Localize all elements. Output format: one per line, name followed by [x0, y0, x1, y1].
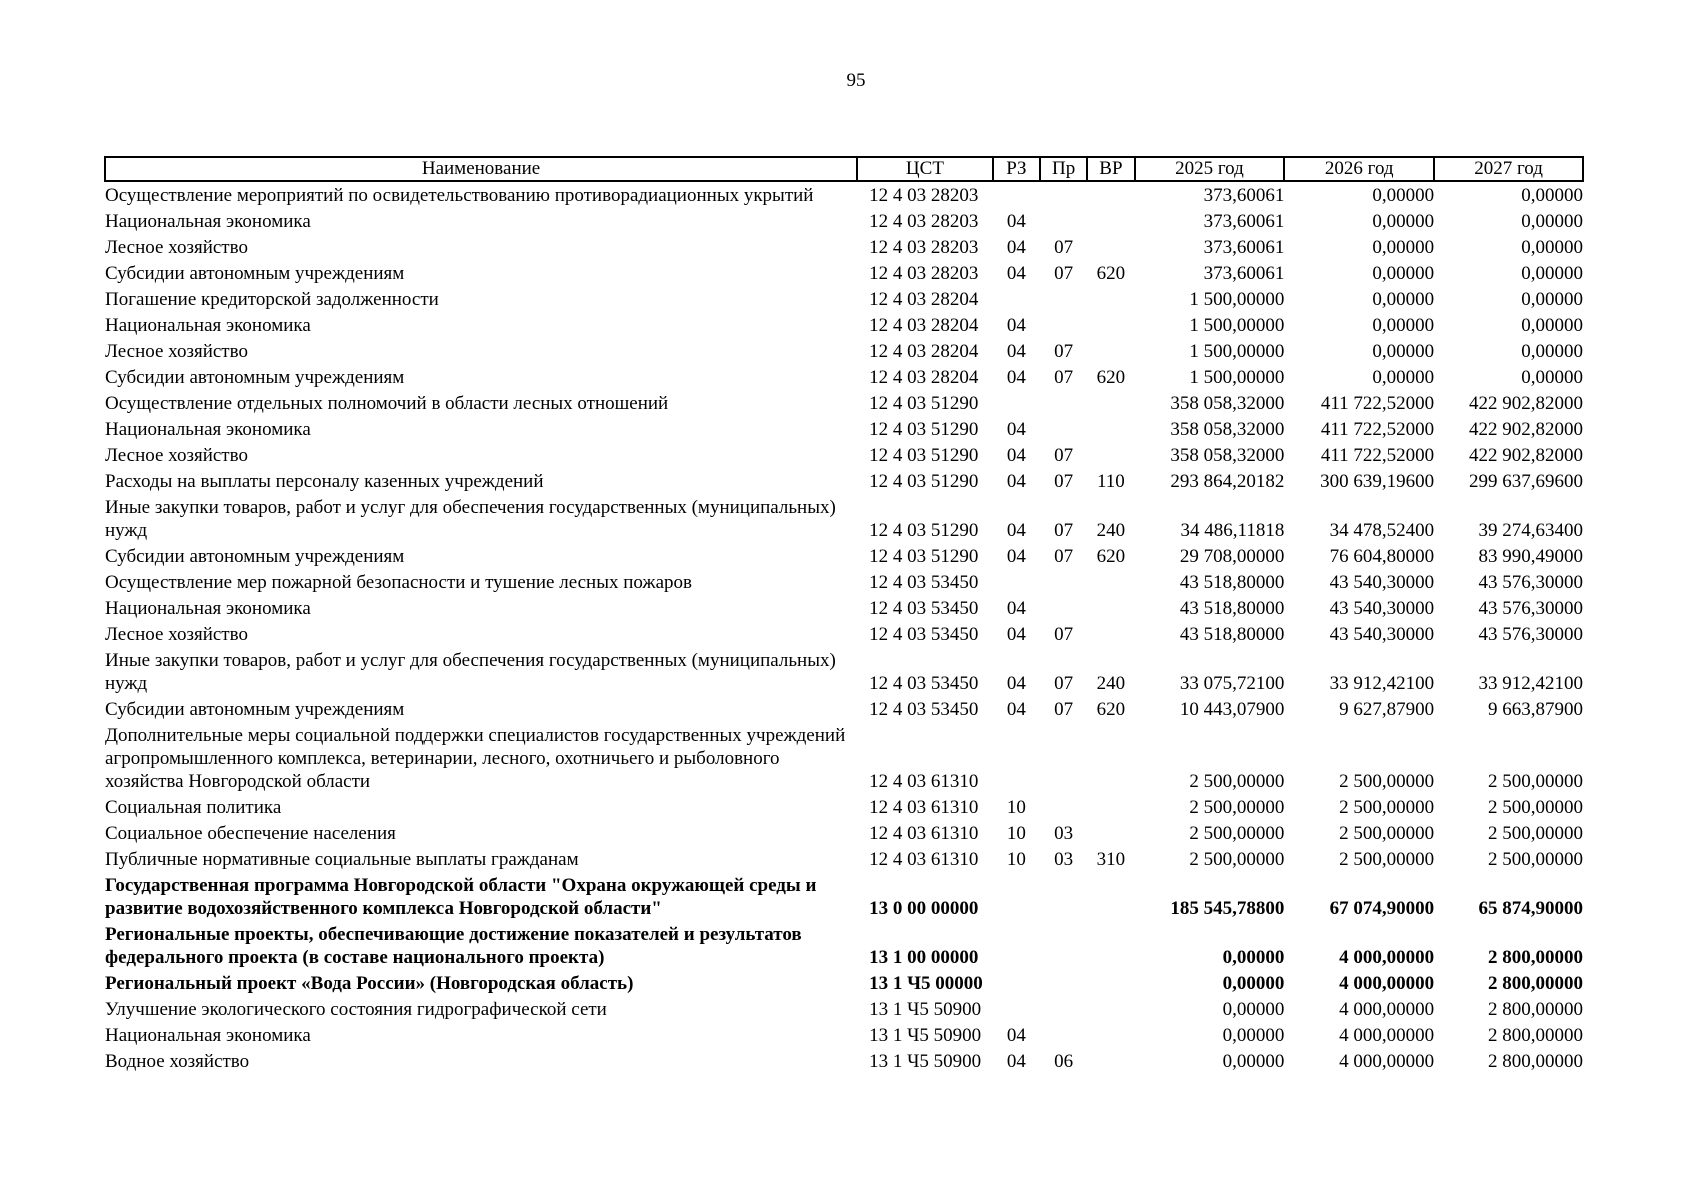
table-row: [105, 234, 1583, 260]
row-rz-code: 10: [1006, 797, 1026, 818]
row-amount-2026: 4 000,00000: [1339, 999, 1435, 1020]
row-vr-code: [1087, 208, 1134, 234]
row-amount-2025: 43 518,80000: [1179, 598, 1285, 619]
row-amount-2025: 2 500,00000: [1189, 823, 1285, 844]
row-amount-2026: 2 500,00000: [1339, 771, 1435, 792]
row-rz-code: 04: [1006, 624, 1026, 645]
row-vr-code: [1087, 390, 1134, 416]
row-amount-2026: 411 722,52000: [1320, 419, 1435, 440]
row-cst-code: 13 1 Ч5 50900: [869, 1025, 982, 1046]
row-amount-2025: 0,00000: [1222, 999, 1285, 1020]
row-cst-code: 13 0 00 00000: [869, 898, 979, 919]
row-name: Осуществление отдельных полномочий в области лесных отношений: [105, 393, 669, 414]
row-amount-2025: 1 500,00000: [1189, 341, 1285, 362]
row-cst-code: 12 4 03 51290: [869, 393, 979, 414]
row-pr-code: 07: [1054, 471, 1074, 492]
row-amount-2026: 43 540,30000: [1329, 598, 1435, 619]
row-cst-code: 12 4 03 53450: [869, 673, 979, 694]
row-cst-code: 12 4 03 28203: [869, 211, 979, 232]
row-cst-code: 12 4 03 28204: [869, 289, 979, 310]
row-vr-code: 620: [1096, 546, 1126, 567]
row-name: Национальная экономика: [105, 315, 311, 336]
row-vr-code: [1087, 234, 1134, 260]
row-amount-2027: 0,00000: [1521, 211, 1583, 232]
row-amount-2025: 43 518,80000: [1179, 572, 1285, 593]
table-row: [105, 260, 1583, 286]
row-amount-2026: 2 500,00000: [1339, 797, 1435, 818]
row-cst-code: 12 4 03 28203: [869, 185, 979, 206]
row-amount-2026: 0,00000: [1372, 367, 1435, 388]
row-cst-code: 13 1 Ч5 50900: [869, 1051, 982, 1072]
row-amount-2027: 43 576,30000: [1478, 598, 1583, 619]
row-name: Иные закупки товаров, работ и услуг для обеспечения государственных (муниципальных) нужд: [105, 497, 836, 541]
row-pr-code: 07: [1054, 367, 1074, 388]
row-vr-code: [1087, 621, 1134, 647]
row-amount-2025: 373,60061: [1203, 211, 1285, 232]
row-vr-code: [1087, 722, 1134, 794]
row-amount-2027: 33 912,42100: [1478, 673, 1583, 694]
row-vr-code: [1087, 970, 1134, 996]
row-vr-code: 620: [1096, 263, 1126, 284]
table-row: [105, 647, 1583, 696]
table-row: [105, 338, 1583, 364]
row-rz-code: 04: [1006, 1051, 1026, 1072]
row-cst-code: 12 4 03 28204: [869, 315, 979, 336]
row-amount-2027: 0,00000: [1521, 289, 1583, 310]
row-amount-2027: 0,00000: [1521, 315, 1583, 336]
row-amount-2025: 1 500,00000: [1189, 289, 1285, 310]
row-amount-2026: 0,00000: [1372, 289, 1435, 310]
header-cst: ЦСТ: [857, 157, 993, 181]
row-vr-code: 620: [1096, 699, 1126, 720]
row-pr-code: [1040, 208, 1087, 234]
row-amount-2025: 0,00000: [1222, 973, 1285, 994]
row-amount-2026: 0,00000: [1372, 315, 1435, 336]
row-rz-code: 04: [1006, 315, 1026, 336]
row-amount-2025: 358 058,32000: [1170, 419, 1285, 440]
row-amount-2027: 83 990,49000: [1478, 546, 1583, 567]
row-rz-code: 10: [1006, 823, 1026, 844]
row-rz-code: [993, 872, 1040, 921]
row-vr-code: [1087, 312, 1134, 338]
row-cst-code: 13 1 00 00000: [869, 947, 979, 968]
row-rz-code: 04: [1006, 699, 1026, 720]
row-amount-2026: 0,00000: [1372, 211, 1435, 232]
row-amount-2027: 0,00000: [1521, 185, 1583, 206]
row-amount-2027: 2 800,00000: [1488, 947, 1583, 968]
row-amount-2026: 4 000,00000: [1339, 973, 1435, 994]
table-row: [105, 794, 1583, 820]
table-row: [105, 696, 1583, 722]
row-amount-2025: 373,60061: [1203, 263, 1285, 284]
row-pr-code: 03: [1054, 823, 1074, 844]
table-row: [105, 569, 1583, 595]
row-rz-code: 04: [1006, 445, 1026, 466]
row-vr-code: [1087, 338, 1134, 364]
row-rz-code: 04: [1006, 520, 1026, 541]
row-pr-code: [1040, 1022, 1087, 1048]
row-amount-2027: 9 663,87900: [1488, 699, 1583, 720]
table-row: [105, 921, 1583, 970]
row-name: Лесное хозяйство: [105, 237, 248, 258]
header-row: [105, 157, 1583, 181]
row-vr-code: [1087, 286, 1134, 312]
row-name: Водное хозяйство: [105, 1051, 250, 1072]
row-amount-2025: 293 864,20182: [1170, 471, 1285, 492]
row-amount-2026: 0,00000: [1372, 341, 1435, 362]
row-rz-code: [993, 569, 1040, 595]
row-amount-2025: 1 500,00000: [1189, 367, 1285, 388]
row-rz-code: 04: [1006, 1025, 1026, 1046]
row-name: Лесное хозяйство: [105, 445, 248, 466]
row-pr-code: 07: [1054, 546, 1074, 567]
row-rz-code: [993, 970, 1040, 996]
row-cst-code: 13 1 Ч5 50900: [869, 999, 982, 1020]
row-amount-2027: 65 874,90000: [1478, 898, 1583, 919]
table-row: [105, 970, 1583, 996]
row-amount-2025: 34 486,11818: [1180, 520, 1285, 541]
row-pr-code: [1040, 569, 1087, 595]
row-amount-2025: 2 500,00000: [1189, 771, 1285, 792]
table-row: [105, 820, 1583, 846]
row-amount-2026: 2 500,00000: [1339, 849, 1435, 870]
row-rz-code: 04: [1006, 341, 1026, 362]
row-vr-code: 620: [1096, 367, 1126, 388]
row-amount-2027: 2 800,00000: [1488, 1051, 1583, 1072]
row-amount-2026: 0,00000: [1372, 263, 1435, 284]
row-amount-2027: 43 576,30000: [1478, 624, 1583, 645]
header-name: Наименование: [105, 157, 857, 181]
row-amount-2027: 0,00000: [1521, 367, 1583, 388]
table-row: [105, 312, 1583, 338]
row-vr-code: [1087, 595, 1134, 621]
row-amount-2025: 358 058,32000: [1170, 445, 1285, 466]
row-name: Субсидии автономным учреждениям: [105, 699, 405, 720]
row-pr-code: 07: [1054, 263, 1074, 284]
row-cst-code: 12 4 03 28204: [869, 367, 979, 388]
row-amount-2027: 422 902,82000: [1469, 445, 1583, 466]
row-amount-2026: 411 722,52000: [1320, 393, 1435, 414]
header-2027: 2027 год: [1434, 157, 1583, 181]
row-cst-code: 13 1 Ч5 00000: [869, 973, 983, 994]
row-amount-2027: 0,00000: [1521, 237, 1583, 258]
row-amount-2025: 33 075,72100: [1179, 673, 1285, 694]
row-vr-code: [1087, 820, 1134, 846]
header-rz: РЗ: [993, 157, 1040, 181]
table-row: [105, 416, 1583, 442]
row-name: Погашение кредиторской задолженности: [105, 289, 439, 310]
row-amount-2026: 300 639,19600: [1320, 471, 1435, 492]
table-row: [105, 442, 1583, 468]
row-cst-code: 12 4 03 61310: [869, 849, 979, 870]
row-cst-code: 12 4 03 53450: [869, 699, 979, 720]
table-row: [105, 996, 1583, 1022]
table-row: [105, 846, 1583, 872]
row-cst-code: 12 4 03 61310: [869, 797, 979, 818]
row-pr-code: 07: [1054, 624, 1074, 645]
table-row: [105, 364, 1583, 390]
row-cst-code: 12 4 03 51290: [869, 471, 979, 492]
row-name: Социальное обеспечение населения: [105, 823, 396, 844]
row-pr-code: [1040, 996, 1087, 1022]
row-pr-code: [1040, 921, 1087, 970]
row-rz-code: 10: [1006, 849, 1026, 870]
row-cst-code: 12 4 03 61310: [869, 823, 979, 844]
row-vr-code: [1087, 921, 1134, 970]
row-rz-code: [993, 390, 1040, 416]
row-vr-code: [1087, 569, 1134, 595]
row-amount-2026: 34 478,52400: [1329, 520, 1435, 541]
row-amount-2026: 2 500,00000: [1339, 823, 1435, 844]
row-name: Лесное хозяйство: [105, 624, 248, 645]
row-pr-code: 07: [1054, 520, 1074, 541]
row-name: Лесное хозяйство: [105, 341, 248, 362]
row-amount-2026: 4 000,00000: [1339, 947, 1435, 968]
row-pr-code: [1040, 181, 1087, 208]
row-cst-code: 12 4 03 53450: [869, 598, 979, 619]
row-rz-code: [993, 921, 1040, 970]
row-amount-2027: 299 637,69600: [1469, 471, 1583, 492]
row-amount-2027: 2 500,00000: [1488, 823, 1583, 844]
row-amount-2027: 2 500,00000: [1488, 849, 1583, 870]
row-amount-2027: 2 500,00000: [1488, 797, 1583, 818]
row-name: Субсидии автономным учреждениям: [105, 546, 405, 567]
table-row: [105, 390, 1583, 416]
table-header: [105, 157, 1583, 181]
row-rz-code: 04: [1006, 211, 1026, 232]
row-cst-code: 12 4 03 28203: [869, 237, 979, 258]
row-name: Улучшение экологического состояния гидрографической сети: [105, 999, 607, 1020]
row-vr-code: [1087, 872, 1134, 921]
row-rz-code: [993, 181, 1040, 208]
row-amount-2025: 373,60061: [1203, 185, 1285, 206]
row-name: Национальная экономика: [105, 419, 311, 440]
row-amount-2025: 2 500,00000: [1189, 849, 1285, 870]
row-pr-code: 03: [1054, 849, 1074, 870]
row-amount-2025: 29 708,00000: [1179, 546, 1285, 567]
row-name: Региональные проекты, обеспечивающие достижение показателей и результатов федерального проекта (в составе национального проекта): [105, 924, 802, 968]
row-vr-code: 240: [1096, 673, 1126, 694]
table-row: [105, 872, 1583, 921]
row-vr-code: [1087, 1022, 1134, 1048]
row-cst-code: 12 4 03 28204: [869, 341, 979, 362]
table-row: [105, 621, 1583, 647]
row-vr-code: [1087, 181, 1134, 208]
row-pr-code: 07: [1054, 673, 1074, 694]
row-pr-code: [1040, 390, 1087, 416]
table-row: [105, 208, 1583, 234]
row-amount-2026: 43 540,30000: [1329, 624, 1435, 645]
row-amount-2027: 422 902,82000: [1469, 419, 1583, 440]
row-amount-2027: 422 902,82000: [1469, 393, 1583, 414]
row-vr-code: [1087, 416, 1134, 442]
table-row: [105, 722, 1583, 794]
row-pr-code: 07: [1054, 699, 1074, 720]
row-amount-2027: 2 800,00000: [1488, 999, 1583, 1020]
row-cst-code: 12 4 03 53450: [869, 624, 979, 645]
row-amount-2025: 358 058,32000: [1170, 393, 1285, 414]
table-row: [105, 181, 1583, 208]
row-amount-2025: 373,60061: [1203, 237, 1285, 258]
row-rz-code: [993, 286, 1040, 312]
row-pr-code: [1040, 970, 1087, 996]
row-name: Государственная программа Новгородской области "Охрана окружающей среды и развитие водохозяйственного комплекса Новгородской области": [105, 875, 817, 919]
row-amount-2025: 0,00000: [1222, 1025, 1285, 1046]
header-2025: 2025 год: [1135, 157, 1285, 181]
row-amount-2027: 43 576,30000: [1478, 572, 1583, 593]
header-pr: Пр: [1040, 157, 1087, 181]
row-rz-code: 04: [1006, 546, 1026, 567]
row-name: Региональный проект «Вода России» (Новгородская область): [105, 973, 634, 994]
row-cst-code: 12 4 03 51290: [869, 546, 979, 567]
table-row: [105, 468, 1583, 494]
row-pr-code: 07: [1054, 341, 1074, 362]
row-amount-2027: 2 500,00000: [1488, 771, 1583, 792]
row-vr-code: [1087, 996, 1134, 1022]
row-name: Иные закупки товаров, работ и услуг для обеспечения государственных (муниципальных) нужд: [105, 650, 836, 694]
row-name: Социальная политика: [105, 797, 282, 818]
row-amount-2026: 4 000,00000: [1339, 1051, 1435, 1072]
row-pr-code: [1040, 722, 1087, 794]
row-name: Национальная экономика: [105, 598, 311, 619]
row-rz-code: 04: [1006, 673, 1026, 694]
row-pr-code: [1040, 595, 1087, 621]
row-rz-code: 04: [1006, 263, 1026, 284]
row-name: Субсидии автономным учреждениям: [105, 367, 405, 388]
page-number: 95: [846, 70, 866, 91]
row-vr-code: [1087, 794, 1134, 820]
row-rz-code: 04: [1006, 419, 1026, 440]
row-name: Национальная экономика: [105, 211, 311, 232]
row-rz-code: 04: [1006, 367, 1026, 388]
row-vr-code: 110: [1097, 471, 1125, 492]
row-amount-2026: 0,00000: [1372, 185, 1435, 206]
row-pr-code: [1040, 286, 1087, 312]
row-name: Национальная экономика: [105, 1025, 311, 1046]
row-name: Осуществление мероприятий по освидетельствованию противорадиационных укрытий: [105, 185, 814, 206]
row-amount-2027: 39 274,63400: [1478, 520, 1583, 541]
row-amount-2026: 43 540,30000: [1329, 572, 1435, 593]
row-vr-code: 310: [1096, 849, 1126, 870]
row-rz-code: 04: [1006, 598, 1026, 619]
row-amount-2025: 0,00000: [1222, 1051, 1285, 1072]
row-pr-code: [1040, 872, 1087, 921]
row-name: Осуществление мер пожарной безопасности и тушение лесных пожаров: [105, 572, 692, 593]
row-vr-code: [1087, 442, 1134, 468]
row-amount-2025: 185 545,78800: [1170, 898, 1285, 919]
row-cst-code: 12 4 03 51290: [869, 520, 979, 541]
row-amount-2026: 411 722,52000: [1320, 445, 1435, 466]
table-body: [105, 181, 1583, 1074]
row-amount-2026: 76 604,80000: [1329, 546, 1435, 567]
row-pr-code: [1040, 312, 1087, 338]
row-name: Расходы на выплаты персоналу казенных учреждений: [105, 471, 544, 492]
row-amount-2025: 1 500,00000: [1189, 315, 1285, 336]
row-amount-2027: 0,00000: [1521, 341, 1583, 362]
row-amount-2026: 9 627,87900: [1339, 699, 1435, 720]
row-amount-2026: 0,00000: [1372, 237, 1435, 258]
row-amount-2027: 0,00000: [1521, 263, 1583, 284]
header-vr: ВР: [1087, 157, 1134, 181]
row-amount-2025: 2 500,00000: [1189, 797, 1285, 818]
row-pr-code: 07: [1054, 445, 1074, 466]
table-row: [105, 494, 1583, 543]
row-vr-code: [1087, 1048, 1134, 1074]
row-name: Дополнительные меры социальной поддержки специалистов государственных учреждений агропромышленного комплекса, ветеринарии, лесного, охотничьего и рыболовного хозяйства Новгородской области: [105, 725, 846, 792]
row-pr-code: 07: [1054, 237, 1074, 258]
budget-table: [104, 156, 1584, 1074]
header-2026: 2026 год: [1284, 157, 1434, 181]
row-rz-code: 04: [1006, 471, 1026, 492]
row-cst-code: 12 4 03 53450: [869, 572, 979, 593]
table-row: [105, 595, 1583, 621]
row-amount-2026: 33 912,42100: [1329, 673, 1435, 694]
row-amount-2027: 2 800,00000: [1488, 1025, 1583, 1046]
row-rz-code: [993, 722, 1040, 794]
row-vr-code: 240: [1096, 520, 1126, 541]
table-row: [105, 286, 1583, 312]
row-amount-2027: 2 800,00000: [1488, 973, 1583, 994]
row-name: Субсидии автономным учреждениям: [105, 263, 405, 284]
row-name: Публичные нормативные социальные выплаты гражданам: [105, 849, 579, 870]
row-cst-code: 12 4 03 61310: [869, 771, 979, 792]
row-cst-code: 12 4 03 51290: [869, 419, 979, 440]
row-amount-2026: 67 074,90000: [1329, 898, 1435, 919]
row-pr-code: [1040, 794, 1087, 820]
row-amount-2025: 10 443,07900: [1179, 699, 1285, 720]
row-rz-code: [993, 996, 1040, 1022]
row-amount-2025: 0,00000: [1222, 947, 1285, 968]
row-pr-code: [1040, 416, 1087, 442]
table-row: [105, 1022, 1583, 1048]
row-cst-code: 12 4 03 28203: [869, 263, 979, 284]
row-pr-code: 06: [1054, 1051, 1074, 1072]
row-cst-code: 12 4 03 51290: [869, 445, 979, 466]
row-rz-code: 04: [1006, 237, 1026, 258]
table-row: [105, 543, 1583, 569]
table-row: [105, 1048, 1583, 1074]
row-amount-2025: 43 518,80000: [1179, 624, 1285, 645]
row-amount-2026: 4 000,00000: [1339, 1025, 1435, 1046]
